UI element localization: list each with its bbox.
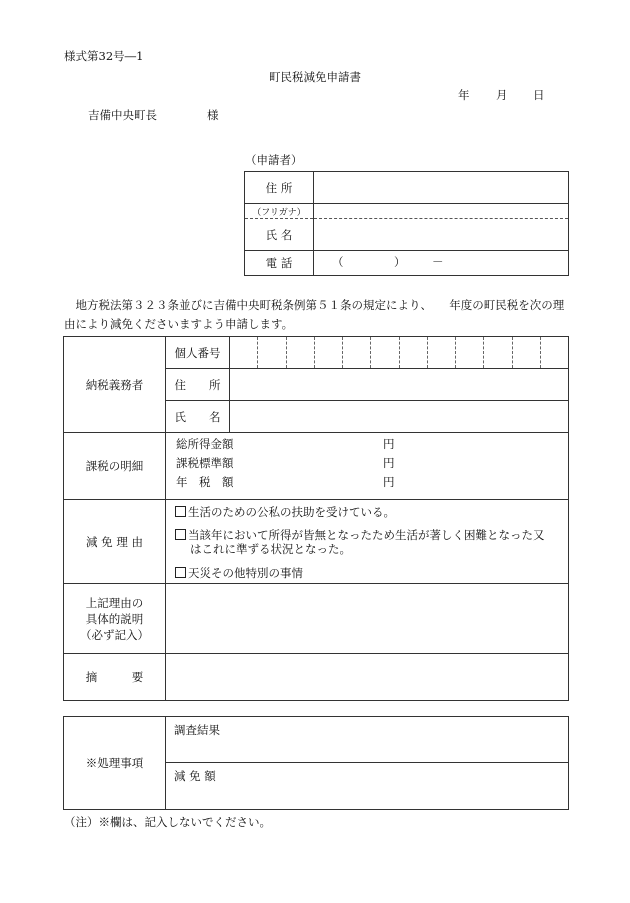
date-day-label: 日 bbox=[533, 88, 545, 102]
phone-dash: － bbox=[432, 255, 444, 269]
mynumber-digit-cell[interactable] bbox=[512, 337, 540, 368]
reason-options bbox=[166, 500, 569, 584]
applicant-address-label: 住 所 bbox=[245, 172, 314, 204]
tax-detail-row-label: 年 税 額 bbox=[176, 475, 234, 489]
mynumber-digit-cell[interactable] bbox=[257, 337, 285, 368]
mynumber-digit-cell[interactable] bbox=[483, 337, 511, 368]
mynumber-digit-cell[interactable] bbox=[370, 337, 398, 368]
reason-option-2-cont: はこれに準ずる状況となった。 bbox=[190, 542, 351, 556]
honorific: 様 bbox=[207, 108, 219, 122]
mynumber-field[interactable] bbox=[230, 337, 569, 369]
applicant-furigana-label: （フリガナ） bbox=[245, 204, 314, 219]
taxpayer-label: 納税義務者 bbox=[64, 337, 166, 433]
processing-reduction-field[interactable] bbox=[166, 763, 569, 810]
taxpayer-name-field[interactable] bbox=[230, 401, 569, 433]
tax-detail-row-unit: 円 bbox=[383, 437, 395, 451]
applicant-table bbox=[244, 171, 569, 276]
processing-result-label: 調査結果 bbox=[174, 723, 220, 737]
reason-option-1[interactable]: 生活のための公私の扶助を受けている。 bbox=[175, 506, 395, 519]
applicant-address-field[interactable] bbox=[314, 172, 569, 204]
application-table bbox=[63, 336, 569, 701]
taxpayer-name-label: 氏 名 bbox=[166, 401, 230, 433]
mynumber-digit-cell[interactable] bbox=[342, 337, 370, 368]
applicant-name-field[interactable] bbox=[314, 219, 569, 251]
processing-result-field[interactable] bbox=[166, 717, 569, 763]
mynumber-digit-cell[interactable] bbox=[399, 337, 427, 368]
tax-detail-row-unit: 円 bbox=[383, 456, 395, 470]
processing-label: ※処理事項 bbox=[64, 717, 166, 810]
date-month-label: 月 bbox=[496, 88, 508, 102]
mynumber-digit-cell[interactable] bbox=[455, 337, 483, 368]
mynumber-label: 個人番号 bbox=[166, 337, 230, 369]
mynumber-digit-cell[interactable] bbox=[314, 337, 342, 368]
taxpayer-address-label: 住 所 bbox=[166, 369, 230, 401]
checkbox-icon[interactable] bbox=[175, 506, 186, 517]
tax-detail-row-label: 課税標準額 bbox=[176, 456, 234, 470]
footnote: （注）※欄は、記入しないでください。 bbox=[64, 815, 271, 829]
processing-table bbox=[63, 716, 569, 810]
applicant-phone-field[interactable] bbox=[314, 251, 569, 276]
reason-option-2[interactable]: 当該年において所得が皆無となったため生活が著しく困難となった又 bbox=[175, 529, 545, 542]
processing-reduction-label: 減 免 額 bbox=[174, 769, 216, 783]
addressee: 吉備中央町長 bbox=[88, 108, 157, 122]
mynumber-digit-cell[interactable] bbox=[427, 337, 455, 368]
summary-label: 摘 要 bbox=[64, 654, 166, 701]
checkbox-icon[interactable] bbox=[175, 529, 186, 540]
tax-detail-label: 課税の明細 bbox=[64, 433, 166, 500]
explanation-label: 上記理由の 具体的説明 （必ず記入） bbox=[64, 584, 166, 654]
form-number: 様式第32号―1 bbox=[64, 49, 144, 63]
reason-label: 減 免 理 由 bbox=[64, 500, 166, 584]
applicant-phone-label: 電 話 bbox=[245, 251, 314, 276]
mynumber-digit-cell[interactable] bbox=[540, 337, 568, 368]
page-title: 町民税減免申請書 bbox=[269, 70, 361, 84]
tax-detail-row-unit: 円 bbox=[383, 475, 395, 489]
applicant-caption: （申請者） bbox=[245, 153, 303, 167]
phone-open-paren: （ bbox=[332, 255, 344, 269]
applicant-furigana-field[interactable] bbox=[314, 204, 569, 219]
intro-paragraph: 地方税法第３２３条並びに吉備中央町税条例第５１条の規定により、 年度の町民税を次の理由により減免くださいますよう申請します。 bbox=[64, 298, 565, 331]
taxpayer-address-field[interactable] bbox=[230, 369, 569, 401]
applicant-name-label: 氏 名 bbox=[245, 219, 314, 251]
mynumber-digit-cell[interactable] bbox=[230, 337, 257, 368]
mynumber-digit-cell[interactable] bbox=[286, 337, 314, 368]
tax-detail-field bbox=[166, 433, 569, 500]
phone-close-paren: ） bbox=[394, 255, 406, 269]
explanation-field[interactable] bbox=[166, 584, 569, 654]
date-year-label: 年 bbox=[458, 88, 470, 102]
reason-option-3[interactable]: 天災その他特別の事情 bbox=[175, 567, 303, 580]
checkbox-icon[interactable] bbox=[175, 567, 186, 578]
summary-field[interactable] bbox=[166, 654, 569, 701]
tax-detail-row-label: 総所得金額 bbox=[176, 437, 234, 451]
